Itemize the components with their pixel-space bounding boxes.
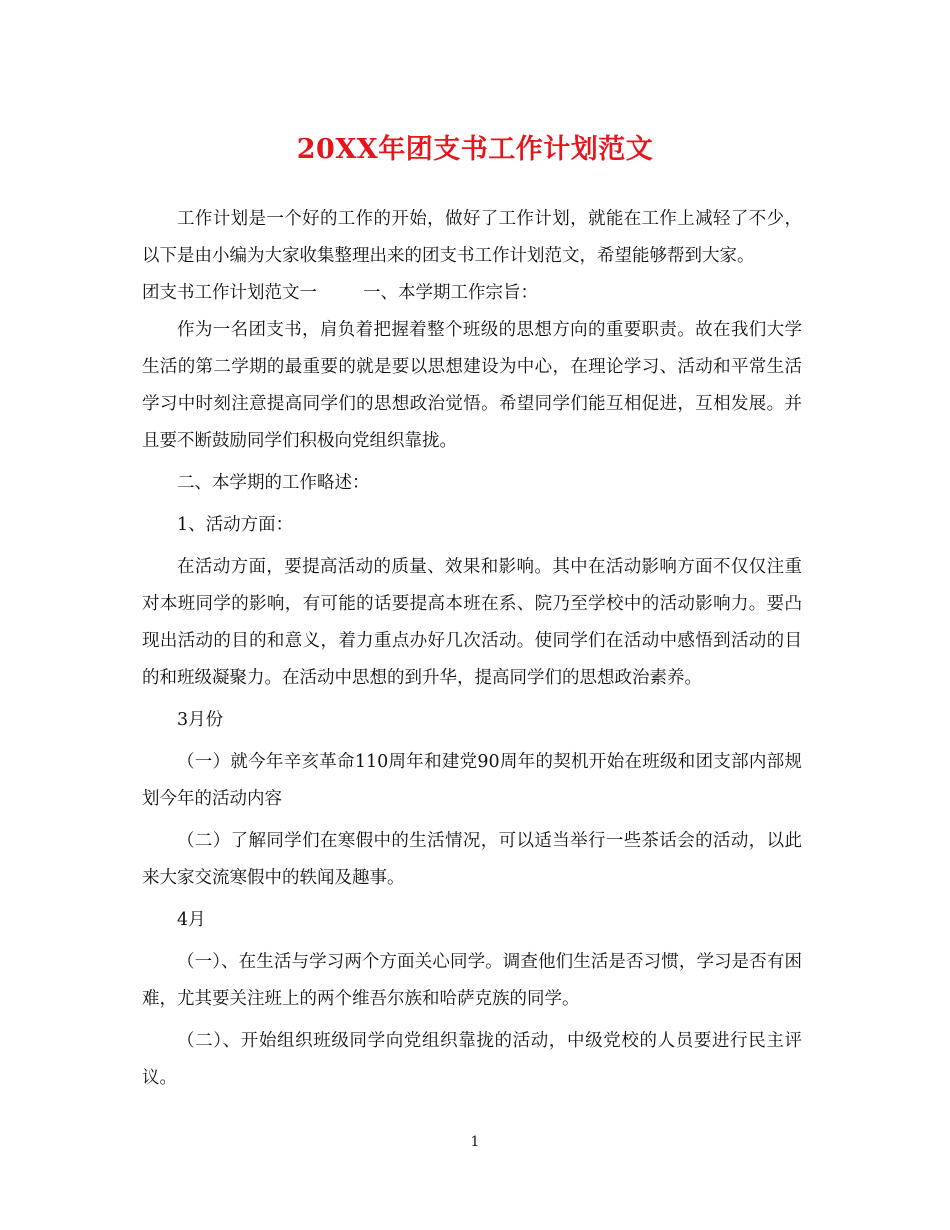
- april-heading: 4月: [177, 910, 206, 930]
- plan-heading-right: 一、本学期工作宗旨：: [363, 283, 538, 303]
- plan-heading-left: 团支书工作计划范文一: [142, 283, 317, 303]
- page-number: 1: [470, 1134, 480, 1150]
- intro-paragraph: 工作计划是一个好的工作的开始，做好了工作计划，就能在工作上减轻了不少，以下是由小编为大家收集整理出来的团支书工作计划范文，希望能够帮到大家。: [142, 209, 802, 266]
- march-heading: 3月份: [177, 710, 224, 730]
- activity-heading: 1、活动方面：: [177, 515, 294, 535]
- april-item-2: （二）、开始组织班级同学向党组织靠拢的活动，中级党校的人员要进行民主评议。: [142, 1031, 802, 1088]
- plan-heading-line: [142, 275, 802, 312]
- document-title: 20XX年团支书工作计划范文: [296, 134, 654, 165]
- section-two-heading: 二、本学期的工作略述：: [177, 473, 370, 493]
- activity-paragraph: 在活动方面，要提高活动的质量、效果和影响。其中在活动影响方面不仅仅注重对本班同学的影响，有可能的话要提高本班在系、院乃至学校中的活动影响力。要凸现出活动的目的和意义，着力重点办好几次活动。使同学们在活动中感悟到活动的目的和班级凝聚力。在活动中思想的到升华，提高同学们的思想政治素养。: [142, 557, 802, 688]
- march-item-2: （二）了解同学们在寒假中的生活情况，可以适当举行一些茶话会的活动，以此来大家交流寒假中的轶闻及趣事。: [142, 831, 802, 888]
- march-item-1: （一）就今年辛亥革命110周年和建党90周年的契机开始在班级和团支部内部规划今年的活动内容: [142, 752, 802, 809]
- purpose-paragraph: 作为一名团支书，肩负着把握着整个班级的思想方向的重要职责。故在我们大学生活的第二学期的最重要的就是要以思想建设为中心，在理论学习、活动和平常生活学习中时刻注意提高同学们的思想政治觉悟。希望同学们能互相促进，互相发展。并且要不断鼓励同学们积极向党组织靠拢。: [142, 320, 802, 451]
- april-item-1: （一）、在生活与学习两个方面关心同学。调查他们生活是否习惯，学习是否有困难，尤其要关注班上的两个维吾尔族和哈萨克族的同学。: [142, 952, 802, 1009]
- document-body: [142, 201, 802, 1097]
